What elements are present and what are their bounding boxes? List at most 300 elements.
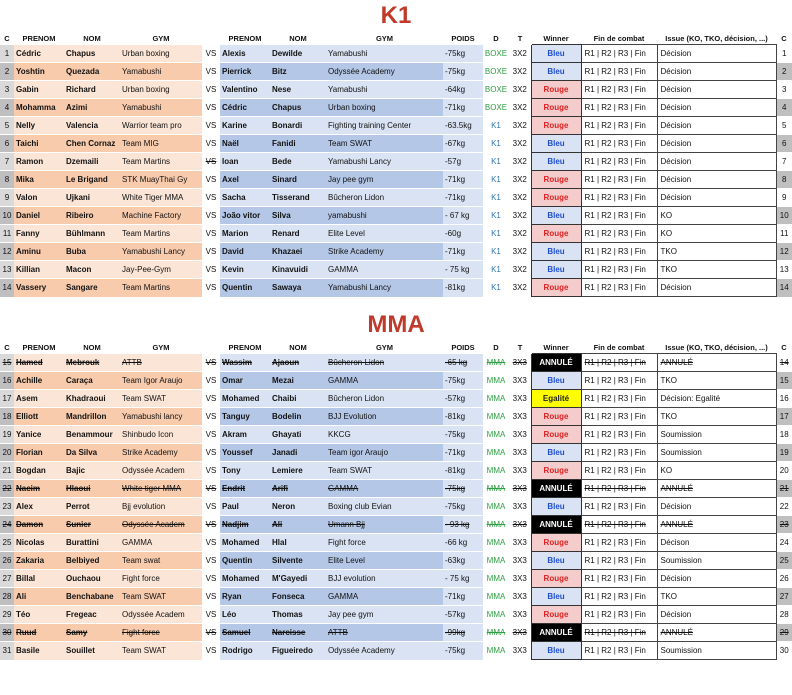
vs-label: VS (202, 606, 220, 624)
rounds-format: 3X2 (509, 279, 531, 297)
weight-class: -71kg (443, 189, 483, 207)
blue-gym: yamabushi (326, 207, 443, 225)
fight-outcome: Décision (657, 81, 776, 99)
fight-number: 12 (0, 243, 14, 261)
col-prenom-red-header: PRENOM (22, 342, 56, 352)
winner-badge: Rouge (531, 462, 581, 480)
red-lastname: Belbiyed (64, 552, 120, 570)
red-firstname: Alex (14, 498, 64, 516)
weight-class: -64kg (443, 81, 483, 99)
discipline: K1 (483, 225, 509, 243)
blue-lastname: Renard (270, 225, 326, 243)
fight-row (0, 372, 792, 390)
fight-end-rounds: R1 | R2 | R3 | Fin (581, 225, 657, 243)
fight-number: 3 (0, 81, 14, 99)
rounds-format: 3X2 (509, 153, 531, 171)
fight-number: 30 (0, 624, 14, 642)
blue-gym: Odyssée Academy (326, 642, 443, 660)
fight-outcome: Soumission (657, 552, 776, 570)
fight-row (0, 135, 792, 153)
discipline: K1 (483, 153, 509, 171)
blue-gym: GAMMA (326, 372, 443, 390)
fight-row (0, 480, 792, 498)
fight-row (0, 63, 792, 81)
blue-firstname: Pierrick (220, 63, 270, 81)
red-lastname: Le Brigand (64, 171, 120, 189)
blue-firstname: David (220, 243, 270, 261)
fight-outcome: ANNULÉ (657, 516, 776, 534)
fight-end-rounds: R1 | R2 | R3 | Fin (581, 99, 657, 117)
red-lastname: Chen Cornaz (64, 135, 120, 153)
fight-number: 18 (0, 408, 14, 426)
fight-row (0, 588, 792, 606)
red-firstname: Mohamma (14, 99, 64, 117)
blue-lastname: Bodelin (270, 408, 326, 426)
vs-label: VS (202, 171, 220, 189)
fight-outcome: TKO (657, 372, 776, 390)
blue-firstname: Samuel (220, 624, 270, 642)
red-lastname: Benammour (64, 426, 120, 444)
vs-label: VS (202, 207, 220, 225)
fight-outcome: KO (657, 462, 776, 480)
red-gym: White Tiger MMA (120, 189, 202, 207)
red-lastname: Perrot (64, 498, 120, 516)
red-lastname: Azimi (64, 99, 120, 117)
fight-number-right: 7 (776, 153, 792, 171)
winner-badge: Rouge (531, 570, 581, 588)
k1-title: K1 (380, 2, 412, 29)
blue-lastname: Ajaoun (270, 354, 326, 372)
discipline: MMA (483, 534, 509, 552)
blue-gym: Odyssée Academy (326, 63, 443, 81)
blue-gym: Fighting training Center (326, 117, 443, 135)
weight-class: -75kg (443, 642, 483, 660)
red-lastname: Caraça (64, 372, 120, 390)
fight-outcome: TKO (657, 243, 776, 261)
weight-class: - 67 kg (443, 207, 483, 225)
red-gym: Team SWAT (120, 390, 202, 408)
winner-badge: ANNULÉ (531, 480, 581, 498)
fight-row (0, 642, 792, 660)
fight-end-rounds: R1 | R2 | R3 | Fin (581, 390, 657, 408)
fight-number: 29 (0, 606, 14, 624)
vs-label: VS (202, 117, 220, 135)
red-lastname: Ribeiro (64, 207, 120, 225)
fight-number: 4 (0, 99, 14, 117)
winner-badge: Bleu (531, 207, 581, 225)
weight-class: -71kg (443, 588, 483, 606)
red-firstname: Nicolas (14, 534, 64, 552)
vs-label: VS (202, 354, 220, 372)
fight-outcome: Décision (657, 570, 776, 588)
col-c-header: C (4, 33, 10, 43)
fight-outcome: TKO (657, 408, 776, 426)
red-gym: Machine Factory (120, 207, 202, 225)
blue-lastname: Bonardi (270, 117, 326, 135)
blue-firstname: Alexis (220, 45, 270, 63)
discipline: MMA (483, 552, 509, 570)
red-firstname: Billal (14, 570, 64, 588)
discipline: K1 (483, 207, 509, 225)
rounds-format: 3X3 (509, 354, 531, 372)
weight-class: -63kg (443, 552, 483, 570)
red-gym: Team swat (120, 552, 202, 570)
rounds-format: 3X3 (509, 390, 531, 408)
blue-firstname: Mohamed (220, 570, 270, 588)
blue-firstname: Tony (220, 462, 270, 480)
fight-outcome: Décision (657, 63, 776, 81)
fight-outcome: Décision (657, 153, 776, 171)
fight-end-rounds: R1 | R2 | R3 | Fin (581, 462, 657, 480)
fight-number: 20 (0, 444, 14, 462)
winner-badge: Bleu (531, 372, 581, 390)
rounds-format: 3X2 (509, 45, 531, 63)
fight-row (0, 225, 792, 243)
red-gym: Shinbudo Icon (120, 426, 202, 444)
red-lastname: Buba (64, 243, 120, 261)
vs-label: VS (202, 480, 220, 498)
fight-end-rounds: R1 | R2 | R3 | Fin (581, 408, 657, 426)
blue-firstname: Paul (220, 498, 270, 516)
blue-lastname: Silvente (270, 552, 326, 570)
blue-lastname: Figueiredo (270, 642, 326, 660)
red-lastname: Richard (64, 81, 120, 99)
red-gym: Team Martins (120, 279, 202, 297)
discipline: MMA (483, 516, 509, 534)
red-gym: Yamabushi (120, 99, 202, 117)
vs-label: VS (202, 243, 220, 261)
winner-badge: Egalité (531, 390, 581, 408)
red-gym: Yamabushi Lancy (120, 243, 202, 261)
fight-number-right: 20 (776, 462, 792, 480)
weight-class: -81kg (443, 408, 483, 426)
fight-outcome: Décision (657, 45, 776, 63)
fight-end-rounds: R1 | R2 | R3 | Fin (581, 516, 657, 534)
blue-gym: KKCG (326, 426, 443, 444)
red-firstname: Elliott (14, 408, 64, 426)
fight-end-rounds: R1 | R2 | R3 | Fin (581, 570, 657, 588)
rounds-format: 3X3 (509, 624, 531, 642)
blue-lastname: Hlal (270, 534, 326, 552)
fight-number-right: 8 (776, 171, 792, 189)
fight-outcome: ANNULÉ (657, 354, 776, 372)
vs-label: VS (202, 372, 220, 390)
blue-gym: GAMMA (326, 480, 443, 498)
weight-class: -57g (443, 153, 483, 171)
rounds-format: 3X3 (509, 408, 531, 426)
blue-firstname: Léo (220, 606, 270, 624)
fight-number: 24 (0, 516, 14, 534)
vs-label: VS (202, 534, 220, 552)
blue-firstname: Ryan (220, 588, 270, 606)
fight-end-rounds: R1 | R2 | R3 | Fin (581, 117, 657, 135)
col-nom-blue-header: NOM (289, 342, 307, 352)
winner-badge: Rouge (531, 279, 581, 297)
col-time-header: T (517, 342, 523, 352)
blue-gym: Urban boxing (326, 99, 443, 117)
winner-badge: Bleu (531, 642, 581, 660)
fight-end-rounds: R1 | R2 | R3 | Fin (581, 372, 657, 390)
blue-lastname: Chaibi (270, 390, 326, 408)
fight-row (0, 552, 792, 570)
winner-badge: Rouge (531, 534, 581, 552)
winner-badge: Rouge (531, 81, 581, 99)
fight-number: 23 (0, 498, 14, 516)
rounds-format: 3X2 (509, 117, 531, 135)
vs-label: VS (202, 570, 220, 588)
blue-firstname: Ioan (220, 153, 270, 171)
fight-number-right: 28 (776, 606, 792, 624)
fight-outcome: Décision (657, 279, 776, 297)
col-gym-red-header: GYM (152, 342, 170, 352)
vs-label: VS (202, 624, 220, 642)
red-gym: Odyssée Academ (120, 516, 202, 534)
blue-firstname: Sacha (220, 189, 270, 207)
fight-number-right: 10 (776, 207, 792, 225)
vs-label: VS (202, 552, 220, 570)
fight-number-right: 13 (776, 261, 792, 279)
blue-gym: Bûcheron Lidon (326, 189, 443, 207)
discipline: K1 (483, 261, 509, 279)
red-lastname: Valencia (64, 117, 120, 135)
red-gym: ATTB (120, 354, 202, 372)
red-firstname: Taichi (14, 135, 64, 153)
fight-outcome: Décision: Egalité (657, 390, 776, 408)
red-lastname: Dzemaili (64, 153, 120, 171)
winner-badge: ANNULÉ (531, 624, 581, 642)
blue-lastname: Dewilde (270, 45, 326, 63)
fight-number: 2 (0, 63, 14, 81)
vs-label: VS (202, 63, 220, 81)
col-c-right-header: C (781, 33, 787, 43)
col-fin-header: Fin de combat (593, 342, 645, 352)
blue-lastname: Khazaei (270, 243, 326, 261)
rounds-format: 3X3 (509, 426, 531, 444)
weight-class: -99kg (443, 624, 483, 642)
winner-badge: Rouge (531, 117, 581, 135)
blue-firstname: Rodrigo (220, 642, 270, 660)
red-firstname: Ramon (14, 153, 64, 171)
discipline: MMA (483, 390, 509, 408)
fight-outcome: Décision (657, 117, 776, 135)
fight-outcome: Soumission (657, 426, 776, 444)
rounds-format: 3X3 (509, 588, 531, 606)
blue-gym: Umann Bjj (326, 516, 443, 534)
fight-end-rounds: R1 | R2 | R3 | Fin (581, 279, 657, 297)
k1-header-row (0, 32, 792, 45)
red-firstname: Damon (14, 516, 64, 534)
vs-label: VS (202, 225, 220, 243)
fight-number: 1 (0, 45, 14, 63)
fight-number: 6 (0, 135, 14, 153)
col-winner-header: Winner (543, 342, 569, 352)
red-gym: STK MuayThai Gy (120, 171, 202, 189)
rounds-format: 3X3 (509, 444, 531, 462)
vs-label: VS (202, 279, 220, 297)
fight-number: 11 (0, 225, 14, 243)
fight-end-rounds: R1 | R2 | R3 | Fin (581, 153, 657, 171)
vs-label: VS (202, 45, 220, 63)
fight-number: 19 (0, 426, 14, 444)
fight-row (0, 390, 792, 408)
fight-outcome: TKO (657, 261, 776, 279)
fight-row (0, 153, 792, 171)
vs-label: VS (202, 189, 220, 207)
mma-title: MMA (367, 311, 425, 338)
fight-number-right: 29 (776, 624, 792, 642)
blue-lastname: Thomas (270, 606, 326, 624)
red-gym: Team SWAT (120, 642, 202, 660)
red-lastname: Quezada (64, 63, 120, 81)
col-gym-blue-header: GYM (375, 33, 394, 43)
fight-number: 25 (0, 534, 14, 552)
fight-number-right: 6 (776, 135, 792, 153)
fight-number-right: 1 (776, 45, 792, 63)
weight-class: - 75 kg (443, 570, 483, 588)
red-gym: Fight force (120, 624, 202, 642)
fight-outcome: Décision (657, 606, 776, 624)
blue-firstname: Nadjim (220, 516, 270, 534)
vs-label: VS (202, 498, 220, 516)
weight-class: -71kg (443, 99, 483, 117)
fight-end-rounds: R1 | R2 | R3 | Fin (581, 642, 657, 660)
rounds-format: 3X2 (509, 261, 531, 279)
red-lastname: Ouchaou (64, 570, 120, 588)
vs-label: VS (202, 588, 220, 606)
blue-firstname: Cédric (220, 99, 270, 117)
discipline: K1 (483, 243, 509, 261)
winner-badge: Rouge (531, 171, 581, 189)
vs-label: VS (202, 135, 220, 153)
blue-lastname: Nese (270, 81, 326, 99)
blue-firstname: Mohamed (220, 534, 270, 552)
col-nom-red-header: NOM (83, 342, 101, 352)
fight-end-rounds: R1 | R2 | R3 | Fin (581, 624, 657, 642)
blue-gym: Jay pee gym (326, 606, 443, 624)
weight-class: -67kg (443, 135, 483, 153)
fight-number-right: 17 (776, 408, 792, 426)
mma-table-body (0, 354, 792, 660)
rounds-format: 3X2 (509, 171, 531, 189)
fight-number: 15 (0, 354, 14, 372)
blue-lastname: Narcisse (270, 624, 326, 642)
fight-number: 13 (0, 261, 14, 279)
red-gym: Strike Academy (120, 444, 202, 462)
col-c-right-header: C (781, 342, 787, 352)
blue-gym: Team igor Araujo (326, 444, 443, 462)
blue-firstname: Endrit (220, 480, 270, 498)
red-gym: Team SWAT (120, 588, 202, 606)
blue-gym: Team SWAT (326, 135, 443, 153)
col-c-header: C (4, 342, 10, 352)
blue-firstname: Wassim (220, 354, 270, 372)
red-lastname: Mebrouk (64, 354, 120, 372)
red-gym: White tiger MMA (120, 480, 202, 498)
discipline: MMA (483, 642, 509, 660)
red-firstname: Nelly (14, 117, 64, 135)
winner-badge: Bleu (531, 588, 581, 606)
fight-end-rounds: R1 | R2 | R3 | Fin (581, 444, 657, 462)
red-gym: Yamabushi lancy (120, 408, 202, 426)
blue-gym: GAMMA (326, 261, 443, 279)
blue-gym: Elite Level (326, 225, 443, 243)
blue-gym: BJJ evolution (326, 570, 443, 588)
fight-outcome: Décision (657, 171, 776, 189)
col-winner-header: Winner (543, 33, 569, 43)
blue-gym: Yamabushi Lancy (326, 153, 443, 171)
mma-section (0, 311, 792, 660)
weight-class: -75kg (443, 498, 483, 516)
winner-badge: Bleu (531, 45, 581, 63)
fight-row (0, 606, 792, 624)
fight-row (0, 81, 792, 99)
blue-gym: Team SWAT (326, 462, 443, 480)
blue-gym: Fight force (326, 534, 443, 552)
vs-label: VS (202, 516, 220, 534)
fight-end-rounds: R1 | R2 | R3 | Fin (581, 498, 657, 516)
blue-firstname: Tanguy (220, 408, 270, 426)
fight-number: 27 (0, 570, 14, 588)
fight-number: 17 (0, 390, 14, 408)
blue-gym: Bûcheron Lidon (326, 354, 443, 372)
weight-class: -71kg (443, 171, 483, 189)
rounds-format: 3X3 (509, 570, 531, 588)
fight-end-rounds: R1 | R2 | R3 | Fin (581, 45, 657, 63)
red-gym: Urban boxing (120, 45, 202, 63)
fight-row (0, 408, 792, 426)
blue-lastname: Kinavuidi (270, 261, 326, 279)
fight-outcome: Décision (657, 498, 776, 516)
red-lastname: Fregeac (64, 606, 120, 624)
col-prenom-blue-header: PRENOM (228, 342, 262, 352)
weight-class: -65 kg (443, 354, 483, 372)
blue-gym: Strike Academy (326, 243, 443, 261)
rounds-format: 3X3 (509, 480, 531, 498)
fight-outcome: Décision (657, 99, 776, 117)
blue-firstname: Marion (220, 225, 270, 243)
fight-row (0, 243, 792, 261)
red-firstname: Fanny (14, 225, 64, 243)
weight-class: -81kg (443, 462, 483, 480)
col-nom-blue-header: NOM (289, 33, 307, 43)
fight-number-right: 9 (776, 189, 792, 207)
rounds-format: 3X3 (509, 642, 531, 660)
winner-badge: Bleu (531, 261, 581, 279)
blue-lastname: Silva (270, 207, 326, 225)
red-firstname: Cédric (14, 45, 64, 63)
fight-number-right: 19 (776, 444, 792, 462)
fight-end-rounds: R1 | R2 | R3 | Fin (581, 426, 657, 444)
vs-label: VS (202, 390, 220, 408)
vs-label: VS (202, 81, 220, 99)
discipline: MMA (483, 588, 509, 606)
fight-end-rounds: R1 | R2 | R3 | Fin (581, 552, 657, 570)
fight-number: 9 (0, 189, 14, 207)
winner-badge: Bleu (531, 243, 581, 261)
blue-lastname: Janadi (270, 444, 326, 462)
winner-badge: Bleu (531, 135, 581, 153)
weight-class: -60g (443, 225, 483, 243)
winner-badge: Rouge (531, 606, 581, 624)
fight-number-right: 14 (776, 354, 792, 372)
blue-firstname: Kevin (220, 261, 270, 279)
fight-number: 21 (0, 462, 14, 480)
fight-number-right: 26 (776, 570, 792, 588)
blue-lastname: M'Gayedi (270, 570, 326, 588)
mma-header-row (0, 341, 792, 354)
vs-label: VS (202, 642, 220, 660)
blue-lastname: Neron (270, 498, 326, 516)
